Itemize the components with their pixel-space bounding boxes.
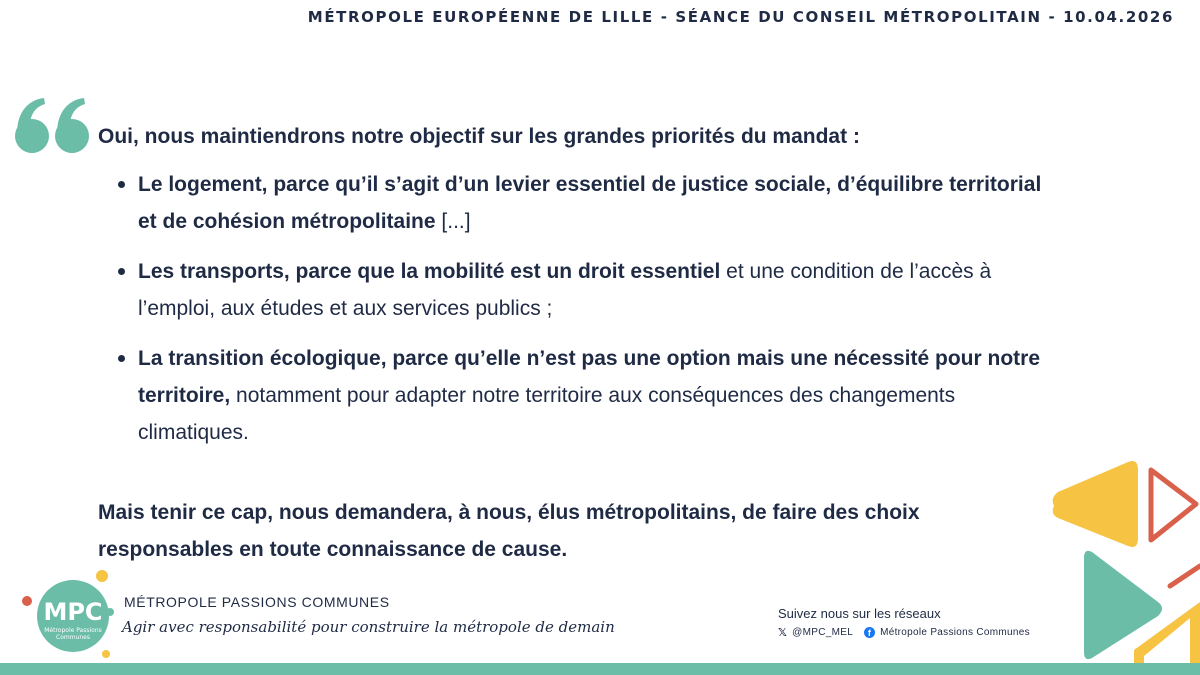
bullet-normal-text: [...] bbox=[435, 210, 471, 233]
header-title: MÉTROPOLE EUROPÉENNE DE LILLE - SÉANCE DU CONSEIL MÉTROPOLITAIN - 10.04.2026 bbox=[307, 8, 1174, 26]
priorities-list bbox=[98, 166, 1058, 451]
mpc-logo bbox=[18, 568, 128, 660]
quote-closing: Mais tenir ce cap, nous demandera, à nous, élus métropolitains, de faire des choix responsables en toute connaissance de cause. bbox=[98, 501, 920, 561]
bullet-bold-text: Le logement, parce qu’il s’agit d’un levier essentiel de justice sociale, d’équilibre territorial et de cohésion métropolitaine bbox=[138, 173, 1042, 233]
x-handle[interactable]: @MPC_MEL bbox=[792, 627, 854, 638]
logo-subtext: Métropole Passions bbox=[44, 627, 102, 634]
bullet-normal-text: notamment pour adapter notre territoire aux conséquences des changements climatiques. bbox=[138, 384, 956, 444]
list-item bbox=[138, 253, 1058, 327]
quote-icon bbox=[12, 96, 94, 156]
bullet-bold-text: La transition écologique, parce qu’elle n’est pas une option mais une nécessité pour notre territoire, bbox=[138, 347, 1041, 407]
bullet-dot bbox=[118, 355, 125, 362]
list-item bbox=[138, 166, 1058, 240]
organization-slogan: Agir avec responsabilité pour construire la métropole de demain bbox=[122, 618, 615, 636]
quote-body bbox=[98, 122, 1058, 464]
bullet-bold-text: Les transports, parce que la mobilité est un droit essentiel bbox=[138, 260, 721, 283]
bullet-dot bbox=[118, 181, 125, 188]
social-title: Suivez nous sur les réseaux bbox=[778, 606, 941, 621]
footer-bar bbox=[0, 663, 1200, 675]
facebook-icon[interactable]: f bbox=[864, 627, 875, 638]
x-icon[interactable]: 𝕏 bbox=[778, 627, 788, 639]
bullet-normal-text: et une condition de l’accès à l’emploi, aux études et aux services publics ; bbox=[138, 260, 992, 320]
decorative-triangles bbox=[1040, 456, 1200, 675]
organization-name: MÉTROPOLE PASSIONS COMMUNES bbox=[124, 594, 390, 610]
social-links bbox=[778, 626, 1030, 639]
facebook-name[interactable]: Métropole Passions Communes bbox=[880, 627, 1030, 638]
quote-lead: Oui, nous maintiendrons notre objectif sur les grandes priorités du mandat : bbox=[98, 125, 860, 148]
logo-subtext: Communes bbox=[56, 634, 90, 641]
list-item bbox=[138, 340, 1058, 451]
logo-text: MPC bbox=[43, 598, 103, 626]
bullet-dot bbox=[118, 268, 125, 275]
